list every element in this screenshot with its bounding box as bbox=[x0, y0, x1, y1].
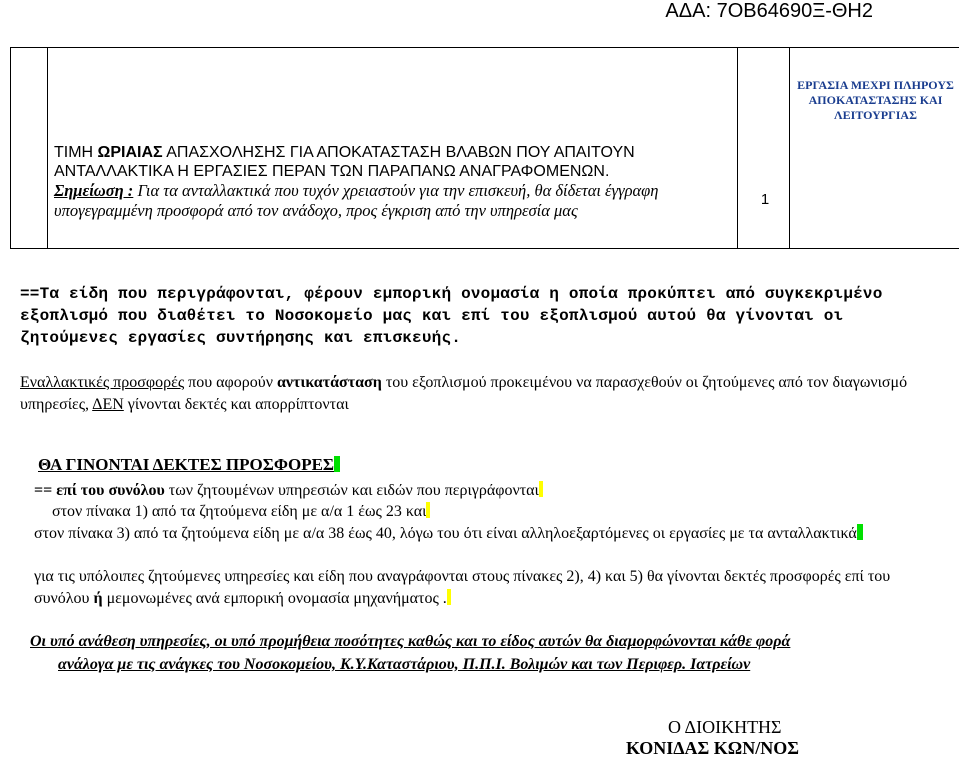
note-line-1: Οι υπό ανάθεση υπηρεσίες, οι υπό προμήθεια ποσότητες καθώς και το είδος αυτών θα διαμορφώνονται κάθε φορά bbox=[30, 633, 791, 650]
desc-text-bold: ΩΡΙΑΙΑΣ bbox=[97, 144, 163, 161]
highlight-mark bbox=[857, 524, 863, 540]
table-cell-quantity: 1 bbox=[760, 191, 770, 208]
table-cell-description bbox=[54, 143, 734, 221]
document-ada-code: ΑΔΑ: 7ΟΒ64690Ξ-ΘΗ2 bbox=[665, 0, 873, 22]
offers-line-3 bbox=[16, 523, 934, 545]
offers-line1-rest: των ζητουμένων υπηρεσιών και ειδών που περιγράφονται bbox=[164, 482, 539, 499]
offers-title-text: ΘΑ ΓΙΝΟΝΤΑΙ ΔΕΚΤΕΣ ΠΡΟΣΦΟΡΕΣ bbox=[38, 455, 335, 474]
para2-bold: αντικατάσταση bbox=[276, 374, 382, 391]
table-left-border bbox=[10, 47, 11, 248]
paragraph-items-note: ==Τα είδη που περιγράφονται, φέρουν εμπορική ονομασία η οποία προκύπτει από συγκεκριμένο εξοπλισμό που διαθέτει το Νοσοκομείο μας και επί του εξοπλισμού αυτού θα γίνονται οι ζητούμενες εργασίες συντήρησης και επισκευής. bbox=[20, 285, 883, 347]
offers-line4-b: μεμονωμένες ανά εμπορική ονομασία μηχανήματος . bbox=[102, 590, 447, 607]
table-divider-3 bbox=[789, 47, 790, 248]
desc-note-label: Σημείωση : bbox=[54, 181, 134, 200]
highlight-mark bbox=[334, 456, 340, 472]
offers-line4-bold: ή bbox=[93, 590, 103, 607]
offers-line-4 bbox=[16, 566, 934, 610]
highlight-mark bbox=[447, 589, 451, 605]
offers-accepted-title bbox=[38, 455, 340, 475]
desc-text-post: ΑΠΑΣΧΟΛΗΣΗΣ ΓΙΑ ΑΠΟΚΑΤΑΣΤΑΣΗ ΒΛΑΒΩΝ ΠΟΥ ΑΠΑΙΤΟΥΝ ΑΝΤΑΛΛΑΚΤΙΚΑ Η ΕΡΓΑΣΙΕΣ ΠΕΡΑΝ ΤΩΝ ΠΑΡΑΠΑΝΩ ΑΝΑΓΡΑΦΟΜΕΝΩΝ. bbox=[54, 144, 635, 180]
offers-line1-bold: == επί του συνόλου bbox=[34, 482, 165, 499]
offers-line3-text: στον πίνακα 3) από τα ζητούμενα είδη με α/α 38 έως 40, λόγω του ότι είναι αλληλοεξαρτόμενες οι εργασίες με τα ανταλλακτικά bbox=[34, 525, 857, 542]
table-top-border bbox=[10, 47, 959, 48]
table-cell-work: ΕΡΓΑΣΙΑ ΜΕΧΡΙ ΠΛΗΡΟΥΣ ΑΠΟΚΑΤΑΣΤΑΣΗΣ ΚΑΙ ΛΕΙΤΟΥΡΓΙΑΣ bbox=[797, 78, 954, 122]
note-line-2: ανάλογα με τις ανάγκες του Νοσοκομείου, Κ.Υ.Καταστάριου, Π.Π.Ι. Βολιμών και των Περιφερ. Ιατρείων bbox=[58, 656, 751, 673]
signature-title: Ο ΔΙΟΙΚΗΤΗΣ bbox=[668, 717, 782, 737]
desc-note-text: Για τα ανταλλακτικά που τυχόν χρειαστούν για την επισκευή, θα δίδεται έγγραφη υπογεγραμμένη προσφορά από τον ανάδοχο, προς έγκριση από την υπηρεσία μας bbox=[54, 181, 659, 220]
para2-text-3: γίνονται δεκτές και απορρίπτονται bbox=[123, 396, 349, 413]
table-divider-2 bbox=[737, 47, 738, 248]
paragraph-alternative-offers bbox=[20, 372, 950, 416]
alternative-offers-link: Εναλλακτικές προσφορές bbox=[20, 374, 185, 391]
para2-underline: ΔΕΝ bbox=[92, 396, 124, 413]
highlight-mark bbox=[539, 481, 543, 497]
table-divider-1 bbox=[47, 47, 48, 248]
offers-line4-a: για τις υπόλοιπες ζητούμενες υπηρεσίες και είδη που αναγράφονται στους πίνακες 2), 4) και 5) θα γίνονται δεκτές προσφορές επί του συνόλου bbox=[34, 568, 891, 607]
highlight-mark bbox=[426, 502, 430, 518]
offers-line2-text: στον πίνακα 1) από τα ζητούμενα είδη με α/α 1 έως 23 και bbox=[52, 503, 427, 520]
offers-line-2 bbox=[34, 501, 959, 523]
signature-name: ΚΟΝΙΔΑΣ ΚΩΝ/ΝΟΣ bbox=[626, 738, 799, 758]
para2-text-2: του εξοπλισμού προκειμένου να παρασχεθούν οι ζητούμενες από τον διαγωνισμό υπηρεσίες, bbox=[20, 374, 908, 413]
offers-line-1 bbox=[34, 480, 949, 502]
table-bottom-border bbox=[10, 248, 959, 249]
para2-text-1: που αφορούν bbox=[184, 374, 277, 391]
desc-text-pre: ΤΙΜΗ bbox=[54, 144, 98, 161]
